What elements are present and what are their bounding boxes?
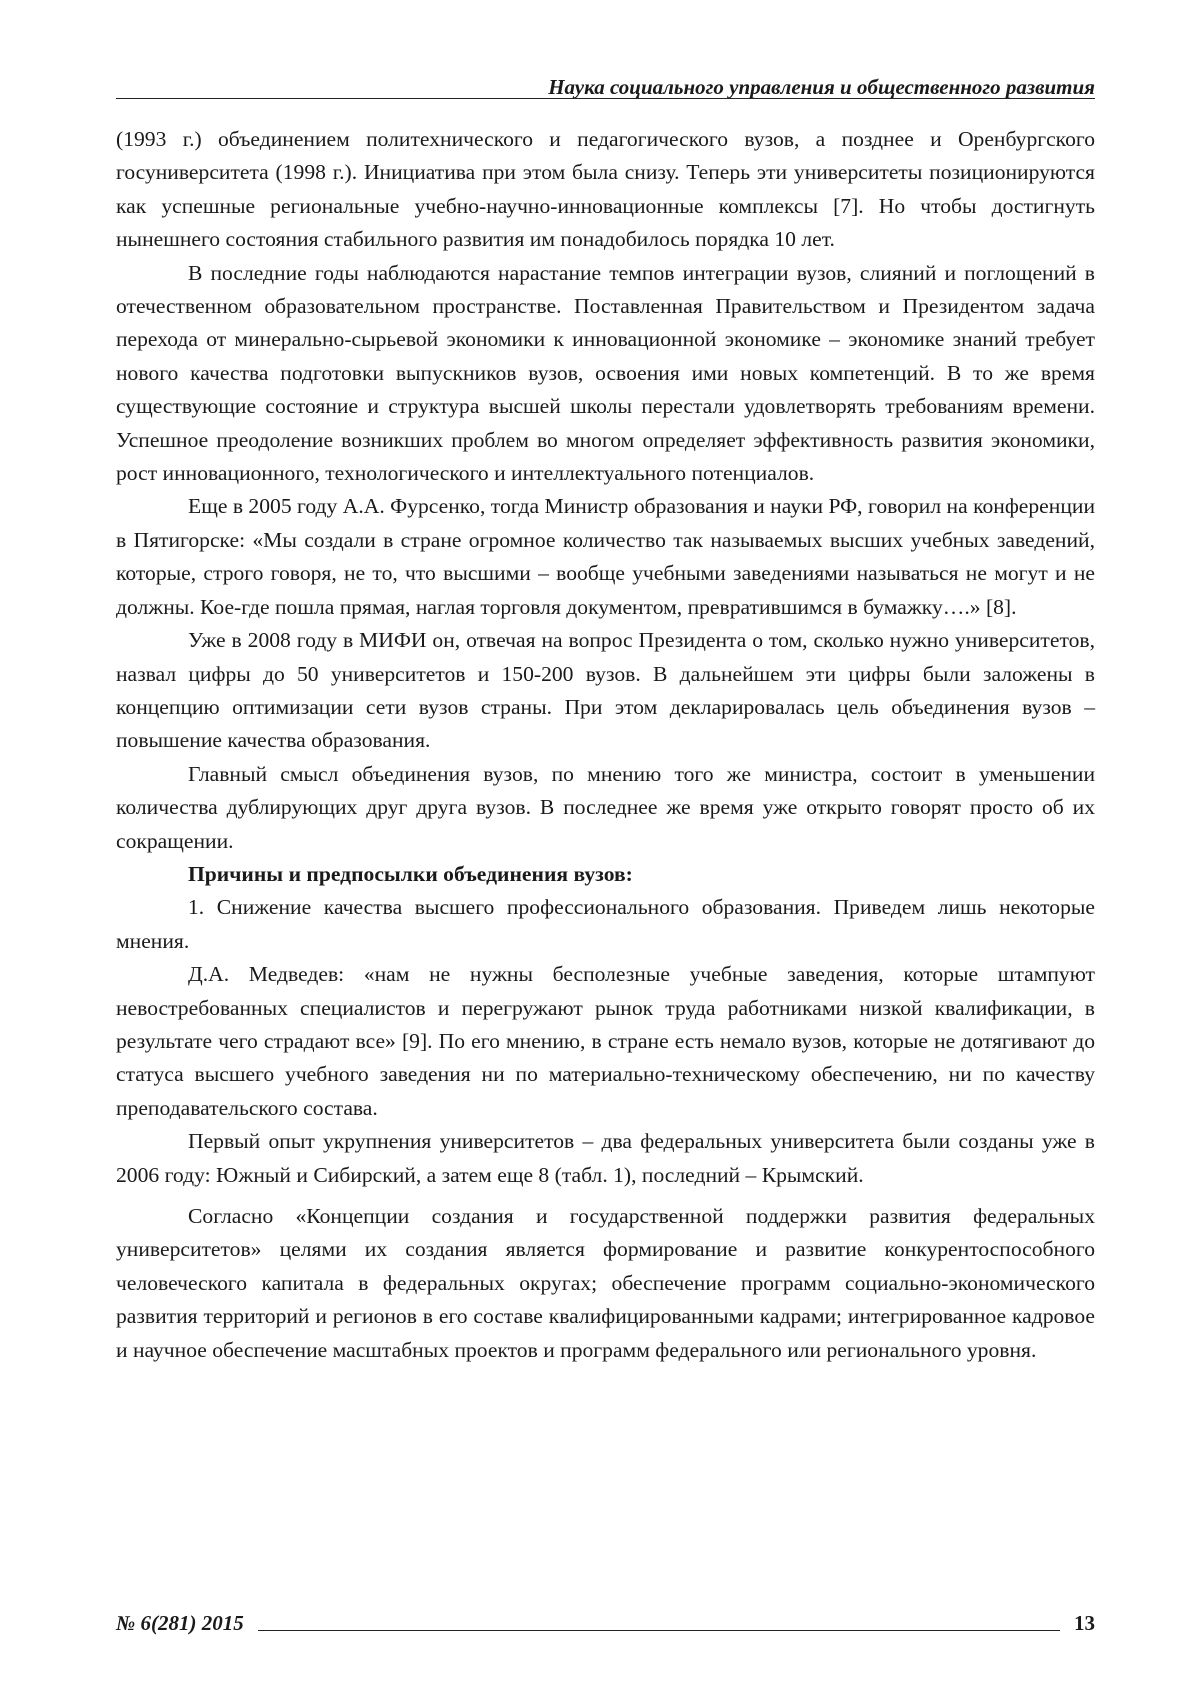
- paragraph-reason-1: 1. Снижение качества высшего профессионального образования. Приведем лишь некоторые мнения.: [116, 891, 1095, 958]
- paragraph-integration-trends: В последние годы наблюдаются нарастание темпов интеграции вузов, слияний и поглощений в отечественном образовательном пространстве. Поставленная Правительством и Президентом задача перехода от минерально-сырьевой экономики к инновационной экономике – экономике знаний требует нового качества подготовки выпускников вузов, освоения ими новых компетенций. В то же время существующие состояние и структура высшей школы перестали удовлетворять требованиям времени. Успешное преодоление возникших проблем во многом определяет эффективность развития экономики, рост инновационного, технологического и интеллектуального потенциалов.: [116, 257, 1095, 491]
- header-rule: [116, 98, 1095, 99]
- page-footer: [116, 1606, 1095, 1636]
- paragraph-continuation: (1993 г.) объединением политехнического и педагогического вузов, а позднее и Оренбургского госуниверситета (1998 г.). Инициатива при этом была снизу. Теперь эти университеты позиционируются как успешные региональные учебно-научно-инновационные комплексы [7]. Но чтобы достигнуть нынешнего состояния стабильного развития им понадобилось порядка 10 лет.: [116, 123, 1095, 257]
- paragraph-first-experience: Первый опыт укрупнения университетов – два федеральных университета были созданы уже в 2006 году: Южный и Сибирский, а затем еще 8 (табл. 1), последний – Крымский.: [116, 1125, 1095, 1192]
- paragraph-main-meaning: Главный смысл объединения вузов, по мнению того же министра, состоит в уменьшении количества дублирующих друг друга вузов. В последнее же время уже открыто говорят просто об их сокращении.: [116, 758, 1095, 858]
- paragraph-mifi-2008: Уже в 2008 году в МИФИ он, отвечая на вопрос Президента о том, сколько нужно университетов, назвал цифры до 50 университетов и 150-200 вузов. В дальнейшем эти цифры были заложены в концепцию оптимизации сети вузов страны. При этом декларировалась цель объединения вузов – повышение качества образования.: [116, 624, 1095, 758]
- running-head-title: Наука социального управления и общественного развития: [116, 74, 1095, 100]
- footer-page-number: 13: [1074, 1610, 1095, 1636]
- footer-rule: [258, 1630, 1060, 1631]
- paragraph-concept: Согласно «Концепции создания и государственной поддержки развития федеральных университетов» целями их создания является формирование и развитие конкурентоспособного человеческого капитала в федеральных округах; обеспечение программ социально-экономического развития территорий и регионов в его составе квалифицированными кадрами; интегрированное кадровое и научное обеспечение масштабных проектов и программ федерального или регионального уровня.: [116, 1200, 1095, 1367]
- section-heading-reasons: Причины и предпосылки объединения вузов:: [116, 858, 1095, 891]
- paragraph-fursenko-quote: Еще в 2005 году А.А. Фурсенко, тогда Министр образования и науки РФ, говорил на конференции в Пятигорске: «Мы создали в стране огромное количество так называемых высших учебных заведений, которые, строго говоря, не то, что высшими – вообще учебными заведениями называться не могут и не должны. Кое-где пошла прямая, наглая торговля документом, превратившимся в бумажку….» [8].: [116, 490, 1095, 624]
- journal-page: [0, 0, 1200, 1698]
- article-body: [116, 123, 1095, 1367]
- footer-issue-number: № 6(281) 2015: [116, 1610, 244, 1636]
- paragraph-medvedev-quote: Д.А. Медведев: «нам не нужны бесполезные учебные заведения, которые штампуют невостребованных специалистов и перегружают рынок труда работниками низкой квалификации, в результате чего страдают все» [9]. По его мнению, в стране есть немало вузов, которые не дотягивают до статуса высшего учебного заведения ни по материально-техническому обеспечению, ни по качеству преподавательского состава.: [116, 958, 1095, 1125]
